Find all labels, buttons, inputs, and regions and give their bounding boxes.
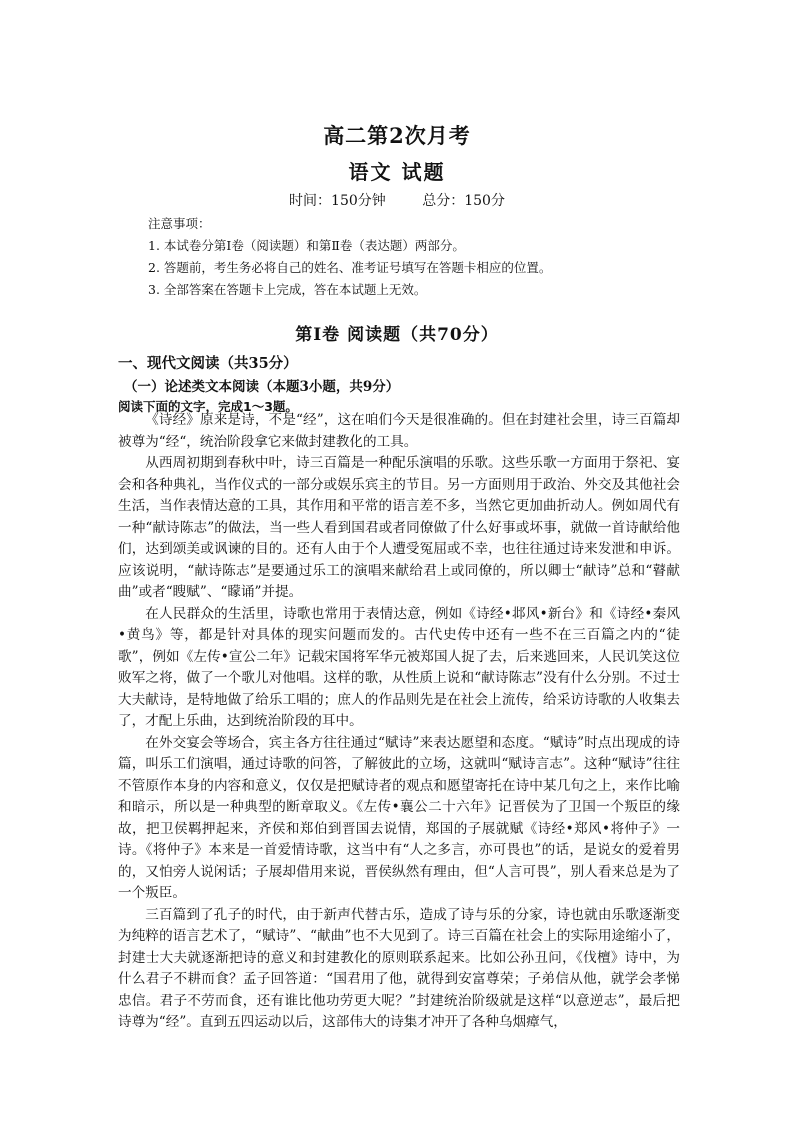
subsection-heading: （一）论述类文本阅读（本题3小题，共9分） bbox=[124, 379, 400, 395]
passage-paragraph: 三百篇到了孔子的时代，由于新声代替古乐，造成了诗与乐的分家，诗也就由乐歌逐渐变为纯粹的语言艺术了，“赋诗”、“献曲”也不大见到了。诗三百篇在社会上的实际用途缩小了，封建士大夫就逐渐把诗的意义和封建教化的原则联系起来。比如公孙丑问，《伐檀》诗中，为什么君子不耕而食？孟子回答道：“国君用了他，就得到安富尊荣；子弟信从他，就学会孝悌忠信。君子不劳而食，还有谁比他功劳更大呢？”封建统治阶级就是这样“以意逆志”，最后把诗尊为“经”。直到五四运动以后，这部伟大的诗集才冲开了各种乌烟瘴气， bbox=[118, 906, 680, 1030]
reading-passage bbox=[118, 410, 680, 1034]
section-heading: 一、现代文阅读（共35分） bbox=[118, 355, 298, 372]
passage-paragraph: 在外交宴会等场合，宾主各方往往通过“赋诗”来表达愿望和态度。“赋诗”时点出现成的诗篇，叫乐工们演唱，通过诗歌的问答，了解彼此的立场，这就叫“赋诗言志”。这种“赋诗”往往不管原作本身的内容和意义，仅仅是把赋诗者的观点和愿望寄托在诗中某几句之上，来作比喻和暗示，所以是一种典型的断章取义。《左传•襄公二十六年》记晋侯为了卫国一个叛臣的缘故，把卫侯羁押起来，齐侯和郑伯到晋国去说情，郑国的子展就赋《诗经•郑风•将仲子》一诗。《将仲子》本来是一首爱情诗歌，这当中有“人之多言，亦可畏也”的话，是说女的爱着男的，又怕旁人说闲话；子展却借用来说，晋侯纵然有理由，但“人言可畏”，别人看来总是为了一个叛臣。 bbox=[118, 734, 680, 901]
part-title: 第Ⅰ卷 阅读题（共70分） bbox=[295, 325, 499, 345]
passage-paragraph: 《诗经》原来是诗，不是“经”，这在咱们今天是很准确的。但在封建社会里，诗三百篇却被尊为“经“，统治阶段拿它来做封建教化的工具。 bbox=[118, 412, 680, 450]
notes-item: 2. 答题前，考生务必将自己的姓名、准考证号填写在答题卡相应的位置。 bbox=[148, 260, 552, 275]
notes-heading: 注意事项： bbox=[148, 216, 211, 231]
notes-block bbox=[148, 213, 708, 301]
exam-meta bbox=[0, 190, 794, 210]
subject-title: 语文 试题 bbox=[348, 160, 446, 184]
passage-paragraph: 从西周初期到春秋中叶，诗三百篇是一种配乐演唱的乐歌。这些乐歌一方面用于祭祀、宴会和各种典礼，当作仪式的一部分或娱乐宾主的节目。另一方面则用于政治、外交及其他社会生活，当作表情达意的工具，其作用和平常的语言差不多，当然它更加曲折动人。例如周代有一种“献诗陈志”的做法，当一些人看到国君或者同僚做了什么好事或坏事，就做一首诗献给他们，达到颂美或讽谏的目的。还有人由于个人遭受冤屈或不幸，也往往通过诗来发泄和申诉。应该说明，“献诗陈志”是要通过乐工的演唱来献给君上或同僚的，所以卿士“献诗”总和“瞽献曲”或者“瞍赋”、“矇诵”并提。 bbox=[118, 455, 680, 600]
total-score: 总分：150分 bbox=[422, 193, 505, 209]
time-limit: 时间：150分钟 bbox=[289, 193, 386, 209]
exam-title: 高二第2次月考 bbox=[323, 123, 471, 148]
notes-item: 3. 全部答案在答题卡上完成，答在本试题上无效。 bbox=[148, 282, 427, 297]
passage-paragraph: 在人民群众的生活里，诗歌也常用于表情达意，例如《诗经•邶风•新台》和《诗经•秦风•黄鸟》等，都是针对具体的现实问题而发的。古代史传中还有一些不在三百篇之内的“徒歌”，例如《左传•宣公二年》记载宋国将军华元被郑国人捉了去，后来逃回来，人民讥笑这位败军之将，做了一个歌儿对他唱。这样的歌，从性质上说和“献诗陈志”没有什么分别。不过士大夫献诗，是特地做了给乐工唱的；庶人的作品则先是在社会上流传，给采访诗歌的人收集去了，才配上乐曲，达到统治阶段的耳中。 bbox=[118, 605, 680, 729]
reading-instruction: 阅读下面的文字，完成1～3题。 bbox=[118, 399, 298, 414]
notes-item: 1. 本试卷分第Ⅰ卷（阅读题）和第Ⅱ卷（表达题）两部分。 bbox=[148, 238, 465, 253]
